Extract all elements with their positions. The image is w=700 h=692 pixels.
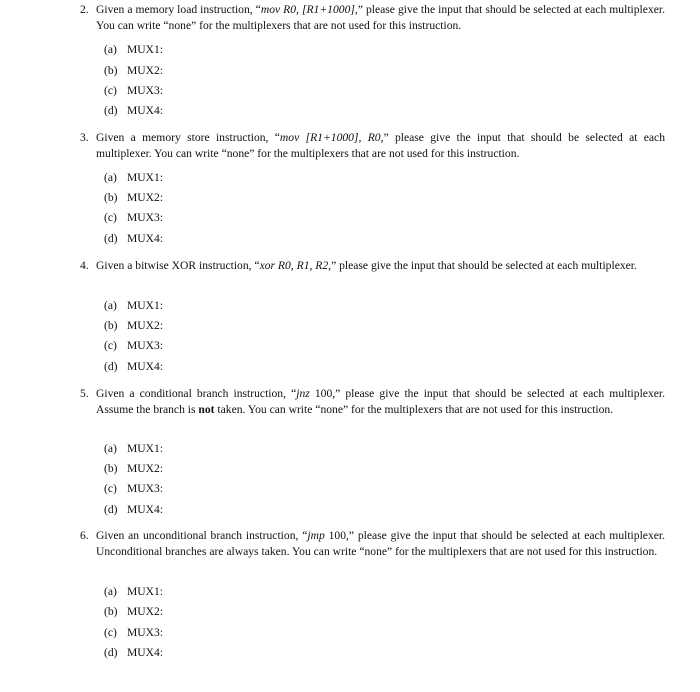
question-number: 2. [80, 3, 89, 16]
answer-line: (d) MUX4: [104, 232, 164, 245]
answer-line: (b) MUX2: [104, 605, 164, 618]
answer-line: (a) MUX1: [104, 299, 164, 312]
question-number: 5. [80, 387, 89, 400]
answer-line: (a) MUX1: [104, 171, 164, 184]
answer-line: (d) MUX4: [104, 360, 164, 373]
instruction-code: mov R0, [R1+1000] [260, 3, 355, 16]
question-text: Given a bitwise XOR instruction, “xor R0, R1, R2,” please give the input that should be selected at each multiplexer. [96, 259, 637, 272]
answer-line: (c) MUX3: [104, 84, 164, 97]
answer-line: (b) MUX2: [104, 64, 164, 77]
instruction-code: jmp [307, 529, 325, 542]
answer-line: (b) MUX2: [104, 191, 164, 204]
answer-line: (a) MUX1: [104, 442, 164, 455]
answer-line: (c) MUX3: [104, 626, 164, 639]
answer-line: (c) MUX3: [104, 211, 164, 224]
answer-line: (a) MUX1: [104, 43, 164, 56]
answer-line: (c) MUX3: [104, 482, 164, 495]
question-6 [80, 528, 665, 559]
instruction-code: xor R0, R1, R2 [259, 259, 329, 272]
instruction-code: mov [R1+1000], R0 [279, 131, 381, 144]
answer-line: (d) MUX4: [104, 104, 164, 117]
question-text: Given a conditional branch instruction, “jnz 100,” please give the input that should be selected at each multiplexer. Assume the branch is not taken. You can write “none” for the multiplexers that are not used for this instruction. [96, 387, 666, 416]
question-3 [80, 130, 665, 161]
answer-line: (c) MUX3: [104, 339, 164, 352]
question-number: 4. [80, 259, 89, 272]
question-text: Given a memory load instruction, “mov R0, [R1+1000],” please give the input that should be selected at each multiplexer. You can write “none” for the multiplexers that are not used for this instruction. [96, 3, 665, 32]
question-5 [80, 386, 665, 417]
question-text: Given an unconditional branch instruction, “jmp 100,” please give the input that should be selected at each multiplexer. Unconditional branches are always taken. You can write “none” for the multiplexers that are not used for this instruction. [96, 529, 666, 558]
instruction-code: jnz [296, 387, 310, 400]
question-2 [80, 2, 665, 33]
emphasis-not: not [198, 402, 215, 416]
answer-line: (a) MUX1: [104, 585, 164, 598]
answer-line: (b) MUX2: [104, 462, 164, 475]
answer-line: (b) MUX2: [104, 319, 164, 332]
question-number: 6. [80, 529, 89, 542]
answer-line: (d) MUX4: [104, 503, 164, 516]
question-number: 3. [80, 131, 89, 144]
answer-line: (d) MUX4: [104, 646, 164, 659]
question-text: Given a memory store instruction, “mov [R1+1000], R0,” please give the input that should be selected at each multiplexer. You can write “none” for the multiplexers that are not used for this instruction. [96, 131, 666, 160]
question-4 [80, 258, 665, 274]
